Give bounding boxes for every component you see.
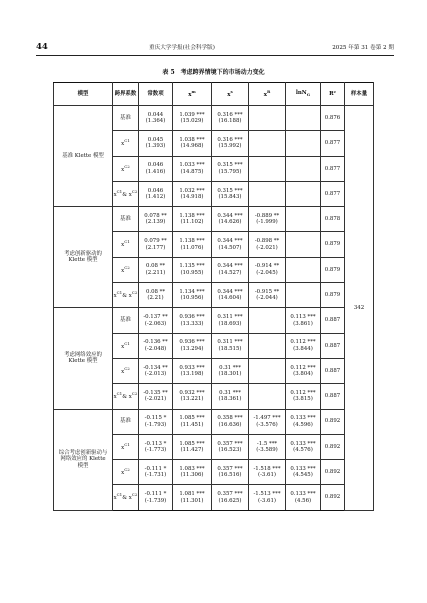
cell-xs [212,131,249,156]
r-squared: 0.892 [321,485,345,510]
col-model: 模型 [54,83,113,106]
boundary-coef: $x^{C1}\&$ $x^{C2}$ [113,384,139,409]
cell-xs [212,232,249,257]
cell-lnN [286,131,321,156]
coef-value: 1.083 *** [179,465,205,472]
t-statistic: (-3.576) [256,421,278,428]
coef-value: 0.311 *** [217,314,243,321]
coef-value: 1.135 *** [179,263,205,270]
cell-x [173,460,212,485]
coef-value: -0.915 ** [254,288,280,295]
coef-value: 0.133 *** [290,415,316,422]
cell-const [139,232,173,257]
sample-size: 342 [345,106,374,511]
r-squared: 0.892 [321,460,345,485]
r-squared: 0.877 [321,131,345,156]
cell-xR [249,131,286,156]
col-n: 样本量 [345,83,374,106]
cell-x [173,131,212,156]
cell-lnN [286,460,321,485]
coef-value: 0.31 *** [219,389,241,396]
cell-xs [212,409,249,434]
model-name: 综合考虑创新驱动与网络效应的 Klette 模型 [54,409,113,510]
t-statistic: (-2.045) [256,269,278,276]
cell-const [139,181,173,206]
boundary-coef: $x^{C2}$ [113,358,139,383]
t-statistic: (-2.044) [256,295,278,302]
r-squared: 0.877 [321,156,345,181]
t-statistic: (15.992) [218,143,242,150]
boundary-coef: $x^{C2}$ [113,257,139,282]
cell-x [173,106,212,131]
coef-value: 0.31 *** [219,364,241,371]
t-statistic: (18.515) [218,345,242,352]
cell-x [173,434,212,459]
cell-const [139,460,173,485]
coef-value: 0.112 *** [290,389,316,396]
boundary-coef: $x^{C1}$ [113,434,139,459]
cell-xR [249,333,286,358]
col-const: 常数项 [139,83,173,106]
cell-const [139,358,173,383]
cell-const [139,308,173,333]
cell-x [173,358,212,383]
cell-xs [212,358,249,383]
t-statistic: (15.843) [218,194,242,201]
cell-x [173,283,212,308]
t-statistic: (1.393) [145,143,166,150]
cell-xR [249,106,286,131]
t-statistic: (-2.013) [144,371,167,378]
cell-xR [249,308,286,333]
coef-value: 1.038 *** [179,136,205,143]
t-statistic: (-3.589) [256,447,278,453]
coef-value: 1.085 *** [179,440,205,447]
coef-value: 1.039 *** [179,111,205,118]
r-squared: 0.879 [321,232,345,257]
t-statistic: (4.56) [294,497,312,504]
table-header-row [54,83,374,106]
t-statistic: (11.306) [180,472,204,479]
coef-value: 1.134 *** [179,288,205,295]
t-statistic: (14.507) [218,244,242,251]
cell-xs [212,434,249,459]
t-statistic: (4.576) [293,447,313,453]
t-statistic: (-2.048) [144,345,167,352]
col-x: $x^m$ [173,83,212,106]
coef-value: -1.518 *** [253,465,281,472]
cell-lnN [286,181,321,206]
t-statistic: (18.301) [218,371,242,378]
cell-xR [249,257,286,282]
coef-value: 1.138 *** [179,238,205,245]
t-statistic: (18.693) [218,320,242,327]
r-squared: 0.878 [321,207,345,232]
t-statistic: (16.516) [218,472,242,479]
coef-value: 0.316 *** [217,111,243,118]
coef-value: -0.136 ** [143,339,168,346]
cell-lnN [286,409,321,434]
coef-value: 0.315 *** [217,162,243,169]
r-squared: 0.892 [321,434,345,459]
r-squared: 0.887 [321,358,345,383]
cell-xR [249,384,286,409]
t-statistic: (-1.739) [144,497,167,504]
col-xs: $x^s$ [212,83,249,106]
t-statistic: (2.211) [145,269,166,276]
t-statistic: (10.956) [180,295,204,302]
cell-x [173,181,212,206]
coef-value: 1.081 *** [179,491,205,498]
model-name: 基准 Klette 模型 [54,106,113,207]
col-xR: $x^R$ [249,83,286,106]
page-number: 44 [36,42,48,52]
coef-value: -0.111 * [144,465,167,472]
r-squared: 0.887 [321,308,345,333]
t-statistic: (14.875) [180,168,204,175]
coef-value: -0.115 * [144,415,167,422]
cell-xR [249,232,286,257]
cell-x [173,308,212,333]
coef-value: 0.08 ** [145,288,166,295]
cell-xR [249,283,286,308]
cell-x [173,485,212,510]
cell-x [173,384,212,409]
boundary-coef: $x^{C1}\&$ $x^{C2}$ [113,181,139,206]
coef-value: 0.315 *** [217,187,243,194]
cell-const [139,485,173,510]
coef-value: 0.044 [147,111,164,118]
cell-x [173,232,212,257]
coef-value: 0.932 *** [179,389,205,396]
cell-const [139,434,173,459]
cell-lnN [286,358,321,383]
t-statistic: (-1.999) [256,219,278,226]
coef-value: 0.046 [147,162,164,169]
coef-value: -0.135 ** [143,389,168,396]
cell-xR [249,207,286,232]
cell-xs [212,257,249,282]
coef-value: 0.933 *** [179,364,205,371]
cell-xR [249,434,286,459]
cell-xs [212,308,249,333]
cell-xs [212,156,249,181]
coef-value: 0.112 *** [290,339,316,346]
coef-value: -1.5 *** [256,440,278,447]
t-statistic: (1.364) [145,118,166,125]
t-statistic: (3.804) [293,371,313,378]
t-statistic: (11.076) [180,244,204,251]
coef-value: 0.344 *** [217,288,243,295]
boundary-coef: $x^{C1}\&$ $x^{C2}$ [113,485,139,510]
t-statistic: (-1.731) [144,472,167,479]
coef-value: 0.936 *** [179,314,205,321]
boundary-coef: $x^{C1}$ [113,131,139,156]
cell-xR [249,485,286,510]
coef-value: 0.08 ** [145,263,166,270]
t-statistic: (16.188) [218,118,242,125]
t-statistic: (15.795) [218,168,242,175]
cell-xs [212,181,249,206]
t-statistic: (18.361) [218,396,242,403]
t-statistic: (16.625) [218,497,242,504]
cell-const [139,283,173,308]
cell-xR [249,409,286,434]
cell-xR [249,181,286,206]
t-statistic: (1.412) [145,194,166,201]
t-statistic: (14.626) [218,219,242,226]
coef-value: -1.497 *** [253,415,281,422]
cell-lnN [286,207,321,232]
coef-value: 0.357 *** [217,465,243,472]
t-statistic: (11.102) [180,219,204,226]
table-row [54,308,374,333]
coef-value: 0.078 ** [144,212,167,219]
cell-xs [212,485,249,510]
coef-value: -0.134 ** [143,364,168,371]
cell-x [173,409,212,434]
t-statistic: (3.844) [293,345,313,352]
r-squared: 0.876 [321,106,345,131]
t-statistic: (-2.021) [144,396,167,403]
coef-value: 0.358 *** [217,415,243,422]
coef-value: 0.133 *** [290,465,316,472]
coef-value: 0.112 *** [290,364,316,371]
t-statistic: (14.604) [218,295,242,302]
cell-x [173,156,212,181]
t-statistic: (-1.773) [144,447,167,453]
boundary-coef: 基准 [113,409,139,434]
results-table [53,82,374,511]
r-squared: 0.887 [321,333,345,358]
cell-const [139,257,173,282]
cell-xs [212,384,249,409]
cell-xR [249,156,286,181]
boundary-coef: 基准 [113,106,139,131]
r-squared: 0.892 [321,409,345,434]
t-statistic: (-2.063) [144,320,167,327]
cell-lnN [286,485,321,510]
cell-lnN [286,333,321,358]
cell-lnN [286,308,321,333]
t-statistic: (-3.61) [257,472,277,479]
coef-value: -0.111 * [144,491,167,498]
coef-value: 0.344 *** [217,238,243,245]
coef-value: 0.113 *** [290,314,316,321]
cell-const [139,409,173,434]
coef-value: 0.311 *** [217,339,243,346]
r-squared: 0.879 [321,257,345,282]
coef-value: 0.133 *** [290,440,316,447]
table-row [54,207,374,232]
cell-xs [212,106,249,131]
col-lnN: lnN$_G$ [286,83,321,106]
t-statistic: (13.333) [180,320,204,327]
r-squared: 0.877 [321,181,345,206]
col-r2: R² [321,83,345,106]
cell-xs [212,283,249,308]
coef-value: -0.914 ** [254,263,280,270]
coef-value: -1.513 *** [253,491,281,498]
table-row [54,106,374,131]
coef-value: -0.889 ** [254,212,280,219]
cell-const [139,131,173,156]
t-statistic: (4.596) [293,421,313,428]
t-statistic: (11.427) [180,447,204,453]
boundary-coef: $x^{C1}$ [113,232,139,257]
journal-name: 重庆大学学报(社会科学版) [149,45,215,51]
cell-const [139,384,173,409]
cell-xR [249,460,286,485]
cell-const [139,333,173,358]
cell-lnN [286,232,321,257]
table-caption: 表 5 考虑跨界情境下的市场动力变化 [162,69,265,76]
t-statistic: (13.294) [180,345,204,352]
t-statistic: (13.198) [180,371,204,378]
cell-lnN [286,434,321,459]
boundary-coef: $x^{C2}$ [113,156,139,181]
cell-x [173,207,212,232]
t-statistic: (3.861) [293,320,313,327]
cell-const [139,106,173,131]
t-statistic: (14.968) [180,143,204,150]
coef-value: -0.898 ** [254,238,280,245]
coef-value: 1.138 *** [179,212,205,219]
t-statistic: (-3.61) [257,497,277,504]
cell-xs [212,460,249,485]
t-statistic: (4.545) [293,472,313,479]
coef-value: 0.344 *** [217,263,243,270]
coef-value: 0.133 *** [290,491,316,498]
t-statistic: (-2.021) [256,244,278,251]
coef-value: 0.344 *** [217,212,243,219]
cell-xs [212,207,249,232]
cell-const [139,156,173,181]
t-statistic: (2.177) [145,244,166,251]
cell-const [139,207,173,232]
coef-value: 0.316 *** [217,136,243,143]
coef-value: 0.357 *** [217,491,243,498]
t-statistic: (14.527) [218,269,242,276]
coef-value: 0.357 *** [217,440,243,447]
cell-lnN [286,257,321,282]
boundary-coef: $x^{C1}$ [113,333,139,358]
coef-value: -0.113 * [144,440,167,447]
cell-lnN [286,156,321,181]
col-var: 跨界系数 [113,83,139,106]
t-statistic: (1.416) [145,168,166,175]
cell-x [173,333,212,358]
boundary-coef: $x^{C2}$ [113,460,139,485]
boundary-coef: $x^{C1}\&$ $x^{C2}$ [113,283,139,308]
coef-value: -0.137 ** [143,314,168,321]
r-squared: 0.887 [321,384,345,409]
boundary-coef: 基准 [113,308,139,333]
cell-lnN [286,106,321,131]
coef-value: 1.032 *** [179,187,205,194]
running-header [36,42,394,54]
t-statistic: (-1.793) [144,421,167,428]
cell-lnN [286,384,321,409]
coef-value: 0.079 ** [144,238,167,245]
cell-x [173,257,212,282]
cell-xR [249,358,286,383]
r-squared: 0.879 [321,283,345,308]
t-statistic: (14.918) [180,194,204,201]
coef-value: 0.046 [147,187,164,194]
table-row [54,409,374,434]
t-statistic: (16.636) [218,421,242,428]
t-statistic: (11.451) [180,421,204,428]
coef-value: 1.033 *** [179,162,205,169]
cell-lnN [286,283,321,308]
t-statistic: (16.523) [218,447,242,453]
t-statistic: (11.301) [180,497,204,504]
t-statistic: (2.139) [145,219,166,226]
t-statistic: (3.815) [293,396,313,403]
header-rule [36,55,394,56]
t-statistic: (2.21) [147,295,164,302]
coef-value: 1.085 *** [179,415,205,422]
t-statistic: (13.221) [180,396,204,403]
issue-info: 2025 年第 31 卷第 2 期 [332,45,394,51]
model-name: 考虑网络效应的 Klette 模型 [54,308,113,409]
model-name: 考虑创新驱动的 Klette 模型 [54,207,113,308]
t-statistic: (10.955) [180,269,204,276]
cell-xs [212,333,249,358]
coef-value: 0.045 [147,136,164,143]
boundary-coef: 基准 [113,207,139,232]
coef-value: 0.936 *** [179,339,205,346]
t-statistic: (15.029) [180,118,204,125]
